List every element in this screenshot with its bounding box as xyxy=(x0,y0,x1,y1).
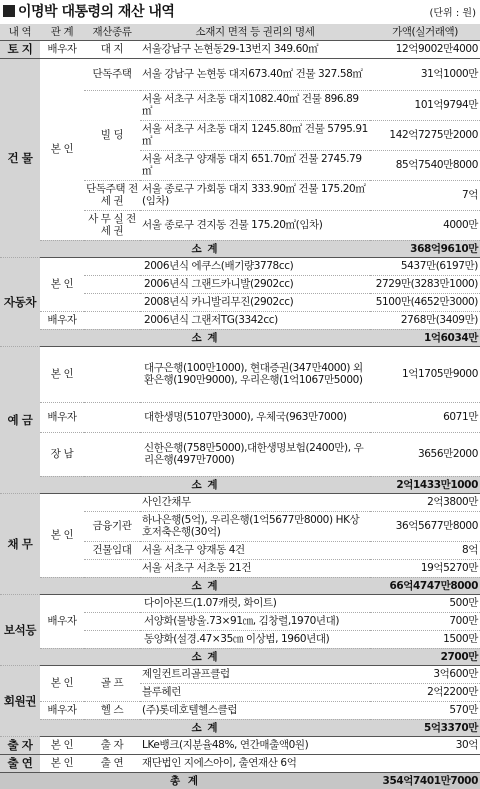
asset-table xyxy=(0,24,480,789)
table-row xyxy=(0,58,480,90)
category-building: 건 물 xyxy=(0,58,40,257)
asset-detail: 서울 서초구 양재동 대지 651.70㎡ 건물 2745.79㎡ xyxy=(140,150,370,180)
asset-value: 12억9002만4000 xyxy=(370,40,480,58)
category-jewelry: 보석등 xyxy=(0,594,40,665)
asset-value: 3억600만 xyxy=(370,665,480,683)
asset-detail: 다이아몬드(1.07캐럿, 화이트) xyxy=(84,594,370,612)
relation: 본 인 xyxy=(40,754,84,772)
category-donation: 출 연 xyxy=(0,754,40,772)
asset-kind: 출 연 xyxy=(84,754,140,772)
asset-detail: 2006년식 그랜저TG(3342cc) xyxy=(84,311,370,329)
subtotal-row xyxy=(0,476,480,493)
bullet-square-icon xyxy=(3,5,15,17)
table-row xyxy=(0,736,480,754)
table-row xyxy=(0,402,480,432)
col-location: 소재지 면적 등 권리의 명세 xyxy=(140,24,370,40)
asset-value: 1억1705만9000 xyxy=(370,346,480,402)
asset-detail: 서울 서초구 서초동 대지 1245.80㎡ 건물 5795.91㎡ xyxy=(140,120,370,150)
total-row xyxy=(0,772,480,789)
asset-detail: LKe뱅크(지분율48%, 연간매출액0원) xyxy=(140,736,370,754)
asset-kind: 단독주택 xyxy=(84,58,140,90)
category-membership: 회원권 xyxy=(0,665,40,736)
asset-value: 2768만(3409만) xyxy=(370,311,480,329)
table-row xyxy=(0,754,480,772)
asset-kind: 사 무 실 전 세 권 xyxy=(84,210,140,240)
subtotal-row xyxy=(0,577,480,594)
subtotal-value: 5억3370만 xyxy=(370,719,480,736)
asset-detail: 블루헤런 xyxy=(140,683,370,701)
asset-detail: 재단법인 지에스아이, 출연재산 6억 xyxy=(140,754,370,772)
table-row xyxy=(0,40,480,58)
table-row xyxy=(0,257,480,275)
asset-detail: 서울 서초구 서초동 21건 xyxy=(140,559,370,577)
col-value: 가액(실거래액) xyxy=(370,24,480,40)
asset-value: 5437만(6197만) xyxy=(370,257,480,275)
subtotal-value: 2억1433만1000 xyxy=(370,476,480,493)
asset-detail: 하나은행(5억), 우리은행(1억5677만8000) HK상호저축은행(30억) xyxy=(140,511,370,541)
total-label: 총 계 xyxy=(0,772,370,789)
relation: 본 인 xyxy=(40,736,84,754)
asset-kind: 건물임대 xyxy=(84,541,140,559)
table-row xyxy=(0,346,480,402)
page-title: 이명박 대통령의 재산 내역 xyxy=(18,4,175,20)
asset-value: 500만 xyxy=(370,594,480,612)
unit-label: (단위 : 원) xyxy=(429,8,476,19)
subtotal-label: 소 계 xyxy=(40,329,370,346)
asset-value xyxy=(370,754,480,772)
category-land: 토 지 xyxy=(0,40,40,58)
relation: 본 인 xyxy=(40,257,84,311)
asset-kind xyxy=(84,493,140,511)
asset-detail: 사인간채무 xyxy=(140,493,370,511)
asset-detail: (주)롯데호텔헬스클럽 xyxy=(140,701,370,719)
asset-detail: 서울 서초구 서초동 대지1082.40㎡ 건물 896.89㎡ xyxy=(140,90,370,120)
table-row xyxy=(0,493,480,511)
asset-value: 2억2200만 xyxy=(370,683,480,701)
asset-value: 4000만 xyxy=(370,210,480,240)
asset-value: 8억 xyxy=(370,541,480,559)
asset-value: 3656만2000 xyxy=(370,432,480,476)
relation: 장 남 xyxy=(40,432,84,476)
asset-value: 1500만 xyxy=(370,630,480,648)
asset-detail: 제일컨트리골프클럽 xyxy=(140,665,370,683)
asset-kind: 골 프 xyxy=(84,665,140,701)
subtotal-label: 소 계 xyxy=(40,240,370,257)
relation: 본 인 xyxy=(40,58,84,240)
table-header-row xyxy=(0,24,480,40)
asset-kind: 대 지 xyxy=(84,40,140,58)
asset-detail: 대한생명(5107만3000), 우체국(963만7000) xyxy=(84,402,370,432)
relation: 배우자 xyxy=(40,40,84,58)
asset-detail: 서울 강남구 논현동 대지673.40㎡ 건물 327.58㎡ xyxy=(140,58,370,90)
asset-detail: 서울 종로구 견지동 건물 175.20㎡(임차) xyxy=(140,210,370,240)
asset-detail: 서울 서초구 양재동 4건 xyxy=(140,541,370,559)
asset-kind: 단독주택 전 세 권 xyxy=(84,180,140,210)
asset-value: 101억9794만 xyxy=(370,90,480,120)
asset-detail: 동양화(설경.47×35㎝ 이상범, 1960년대) xyxy=(84,630,370,648)
table-row xyxy=(0,665,480,683)
table-row xyxy=(0,311,480,329)
asset-detail: 서울 종로구 가회동 대지 333.90㎡ 건물 175.20㎡(임차) xyxy=(140,180,370,210)
asset-detail: 2006년식 그랜드카니발(2902cc) xyxy=(84,275,370,293)
asset-value: 570만 xyxy=(370,701,480,719)
asset-detail: 서울강남구 논현동29-13번지 349.60㎡ xyxy=(140,40,370,58)
category-debt: 채 무 xyxy=(0,493,40,594)
asset-value: 2억3800만 xyxy=(370,493,480,511)
table-row xyxy=(0,432,480,476)
category-deposit: 예 금 xyxy=(0,346,40,493)
relation: 배우자 xyxy=(40,402,84,432)
relation: 본 인 xyxy=(40,346,84,402)
asset-value: 85억7540만8000 xyxy=(370,150,480,180)
asset-value: 31억1000만 xyxy=(370,58,480,90)
subtotal-value: 1억6034만 xyxy=(370,329,480,346)
subtotal-label: 소 계 xyxy=(40,577,370,594)
col-kind: 재산종류 xyxy=(84,24,140,40)
relation: 배우자 xyxy=(40,701,84,719)
subtotal-row xyxy=(0,648,480,665)
asset-value: 2729만(3283만1000) xyxy=(370,275,480,293)
subtotal-value: 368억9610만 xyxy=(370,240,480,257)
table-row xyxy=(0,594,480,612)
category-car: 자동차 xyxy=(0,257,40,346)
relation: 본 인 xyxy=(40,665,84,701)
asset-kind: 금융기관 xyxy=(84,511,140,541)
col-category: 내 역 xyxy=(0,24,40,40)
subtotal-value: 2700만 xyxy=(370,648,480,665)
relation: 본 인 xyxy=(40,493,84,577)
asset-kind: 빌 딩 xyxy=(84,90,140,180)
asset-value: 30억 xyxy=(370,736,480,754)
asset-value: 7억 xyxy=(370,180,480,210)
asset-value: 36억5677만8000 xyxy=(370,511,480,541)
asset-value: 142억7275만2000 xyxy=(370,120,480,150)
asset-kind xyxy=(84,559,140,577)
asset-value: 700만 xyxy=(370,612,480,630)
asset-value: 6071만 xyxy=(370,402,480,432)
total-value: 354억7401만7000 xyxy=(370,772,480,789)
relation: 배우자 xyxy=(40,594,84,648)
relation: 배우자 xyxy=(40,311,84,329)
asset-detail: 2006년식 에쿠스(배기량3778cc) xyxy=(84,257,370,275)
subtotal-value: 66억4747만8000 xyxy=(370,577,480,594)
asset-value: 19억5270만 xyxy=(370,559,480,577)
asset-detail: 서양화(물방울.73×91㎝, 김창렬,1970년대) xyxy=(84,612,370,630)
asset-detail: 대구은행(100만1000), 현대증권(347만4000) 외환은행(190만9000), 우리은행(1억1067만5000) xyxy=(84,346,370,402)
asset-detail: 신한은행(758만5000),대한생명보험(2400만), 우리은행(497만7000) xyxy=(84,432,370,476)
subtotal-label: 소 계 xyxy=(40,719,370,736)
subtotal-row xyxy=(0,329,480,346)
col-relation: 관 계 xyxy=(40,24,84,40)
subtotal-label: 소 계 xyxy=(40,476,370,493)
asset-detail: 2008년식 카니발리무진(2902cc) xyxy=(84,293,370,311)
header xyxy=(0,0,480,22)
subtotal-row xyxy=(0,719,480,736)
subtotal-label: 소 계 xyxy=(40,648,370,665)
asset-kind: 헬 스 xyxy=(84,701,140,719)
asset-value: 5100만(4652만3000) xyxy=(370,293,480,311)
table-row xyxy=(0,701,480,719)
category-investment: 출 자 xyxy=(0,736,40,754)
asset-kind: 출 자 xyxy=(84,736,140,754)
subtotal-row xyxy=(0,240,480,257)
